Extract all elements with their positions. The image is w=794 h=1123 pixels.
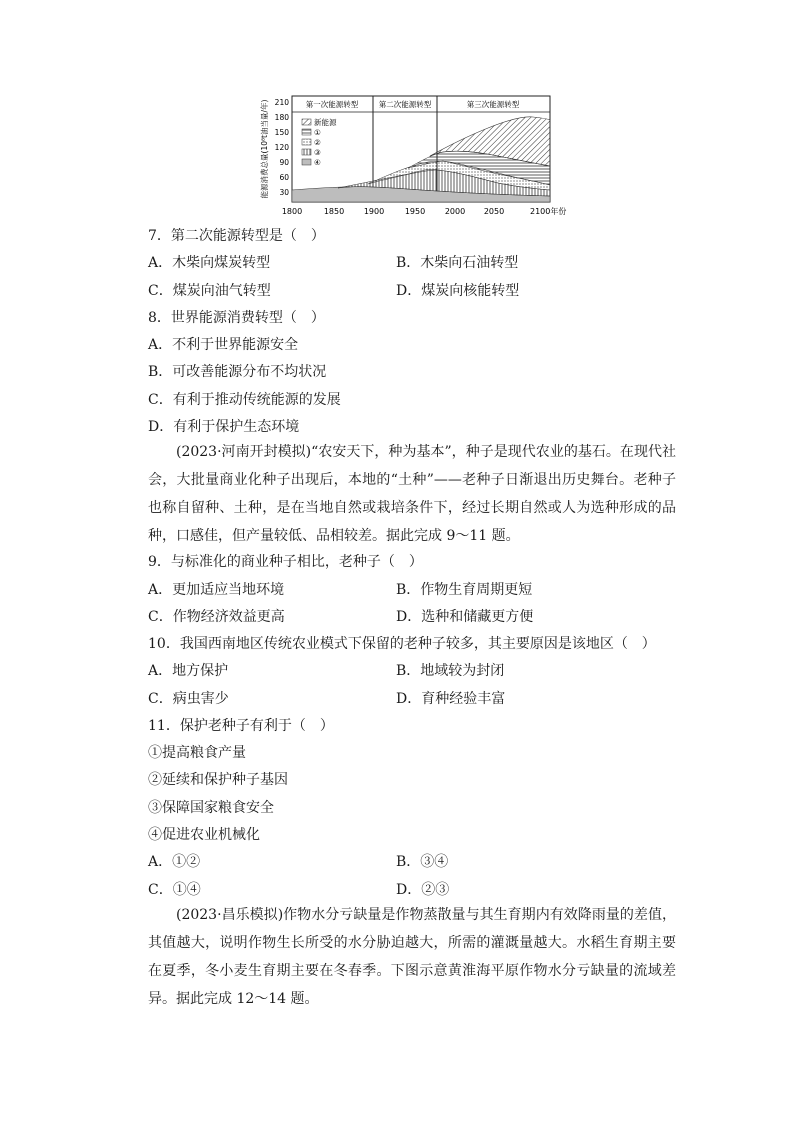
- legend-swatch-new-energy: [302, 119, 311, 125]
- q8-option-d[interactable]: D．有利于保护生态环境: [148, 419, 300, 435]
- q8-stem: 8．世界能源消费转型（ ）: [148, 310, 325, 326]
- legend-label-new-energy: 新能源: [314, 118, 337, 127]
- q11-item-4: ④促进农业机械化: [148, 827, 260, 843]
- q9-option-b[interactable]: B．作物生育周期更短: [396, 582, 533, 598]
- legend-label-3: ③: [314, 148, 321, 157]
- q11-item-2: ②延续和保护种子基因: [148, 772, 288, 788]
- x-tick: 1850: [323, 207, 345, 216]
- q7-stem: 7．第二次能源转型是（ ）: [148, 228, 325, 244]
- passage-2: [148, 901, 676, 1013]
- phase-label-2: 第二次能源转型: [378, 100, 432, 109]
- legend-swatch-1: [302, 129, 311, 135]
- q11-stem: 11．保护老种子有利于（ ）: [148, 718, 334, 734]
- q9-option-d[interactable]: D．选种和储藏更方便: [396, 609, 534, 625]
- q10-stem: 10．我国西南地区传统农业模式下保留的老种子较多，其主要原因是该地区（ ）: [148, 636, 656, 652]
- y-tick: 30: [279, 188, 289, 197]
- legend: [302, 117, 337, 167]
- q11-option-c[interactable]: C．①④: [148, 882, 201, 898]
- q11-option-b[interactable]: B．③④: [396, 854, 449, 870]
- y-tick: 120: [274, 143, 289, 152]
- q10-option-a[interactable]: A．地方保护: [148, 663, 229, 679]
- q11-item-1: ①提高粮食产量: [148, 745, 246, 761]
- passage-2-text: (2023·昌乐模拟)作物水分亏缺量是作物蒸散量与其生育期内有效降雨量的差值，其值越大，说明作物生长所受的水分胁迫越大，所需的灌溉量越大。水稻生育期主要在夏季，冬小麦生育期主要在冬春季。下图示意黄淮海平原作物水分亏缺量的流域差异。据此完成 12～14 题。: [148, 907, 676, 1007]
- x-tick: 2050: [483, 207, 505, 216]
- phase-label-1: 第一次能源转型: [305, 100, 359, 109]
- x-tick: 1800: [281, 207, 303, 216]
- legend-swatch-2: [302, 139, 311, 145]
- y-tick: 180: [274, 113, 289, 122]
- q8-option-b[interactable]: B．可改善能源分布不均状况: [148, 364, 327, 380]
- x-tick: 1900: [363, 207, 385, 216]
- y-axis-label: 能源消费总量(10⁸t油当量/年): [260, 99, 269, 199]
- q7-option-c[interactable]: C．煤炭向油气转型: [148, 283, 271, 299]
- passage-1: [148, 438, 676, 550]
- y-tick: 210: [274, 98, 289, 107]
- y-tick: 60: [279, 173, 289, 182]
- y-tick: 90: [279, 158, 289, 167]
- phase-label-3: 第三次能源转型: [466, 100, 520, 109]
- q11-option-a[interactable]: A．①②: [148, 854, 201, 870]
- chart-svg: [258, 90, 568, 220]
- legend-swatch-3: [302, 149, 311, 155]
- q7-option-d[interactable]: D．煤炭向核能转型: [396, 283, 520, 299]
- x-tick: 2100年份: [530, 207, 567, 216]
- energy-transition-chart: [258, 90, 568, 220]
- legend-label-2: ②: [314, 138, 321, 147]
- q11-item-3: ③保障国家粮食安全: [148, 800, 274, 816]
- q10-option-b[interactable]: B．地域较为封闭: [396, 663, 505, 679]
- q8-option-c[interactable]: C．有利于推动传统能源的发展: [148, 392, 341, 408]
- q9-option-a[interactable]: A．更加适应当地环境: [148, 582, 285, 598]
- q9-option-c[interactable]: C．作物经济效益更高: [148, 609, 285, 625]
- q9-stem: 9．与标准化的商业种子相比，老种子（ ）: [148, 554, 423, 570]
- legend-label-4: ④: [314, 158, 321, 167]
- q10-option-d[interactable]: D．育种经验丰富: [396, 691, 506, 707]
- q8-option-a[interactable]: A．不利于世界能源安全: [148, 337, 299, 353]
- x-tick: 1950: [404, 207, 426, 216]
- passage-1-text: (2023·河南开封模拟)“农安天下，种为基本”，种子是现代农业的基石。在现代社会，大批量商业化种子出现后，本地的“土种”——老种子日渐退出历史舞台。老种子也称自留种、土种，是在当地自然或栽培条件下，经过长期自然或人为选种形成的品种，口感佳，但产量较低、品相较差。据此完成 9～11 题。: [148, 444, 676, 544]
- q7-option-a[interactable]: A．木柴向煤炭转型: [148, 255, 271, 271]
- legend-label-1: ①: [314, 128, 321, 137]
- legend-swatch-4: [302, 159, 311, 165]
- x-tick: 2000: [444, 207, 466, 216]
- y-tick: 150: [274, 128, 289, 137]
- q11-option-d[interactable]: D．②③: [396, 882, 450, 898]
- q10-option-c[interactable]: C．病虫害少: [148, 691, 229, 707]
- q7-option-b[interactable]: B．木柴向石油转型: [396, 255, 519, 271]
